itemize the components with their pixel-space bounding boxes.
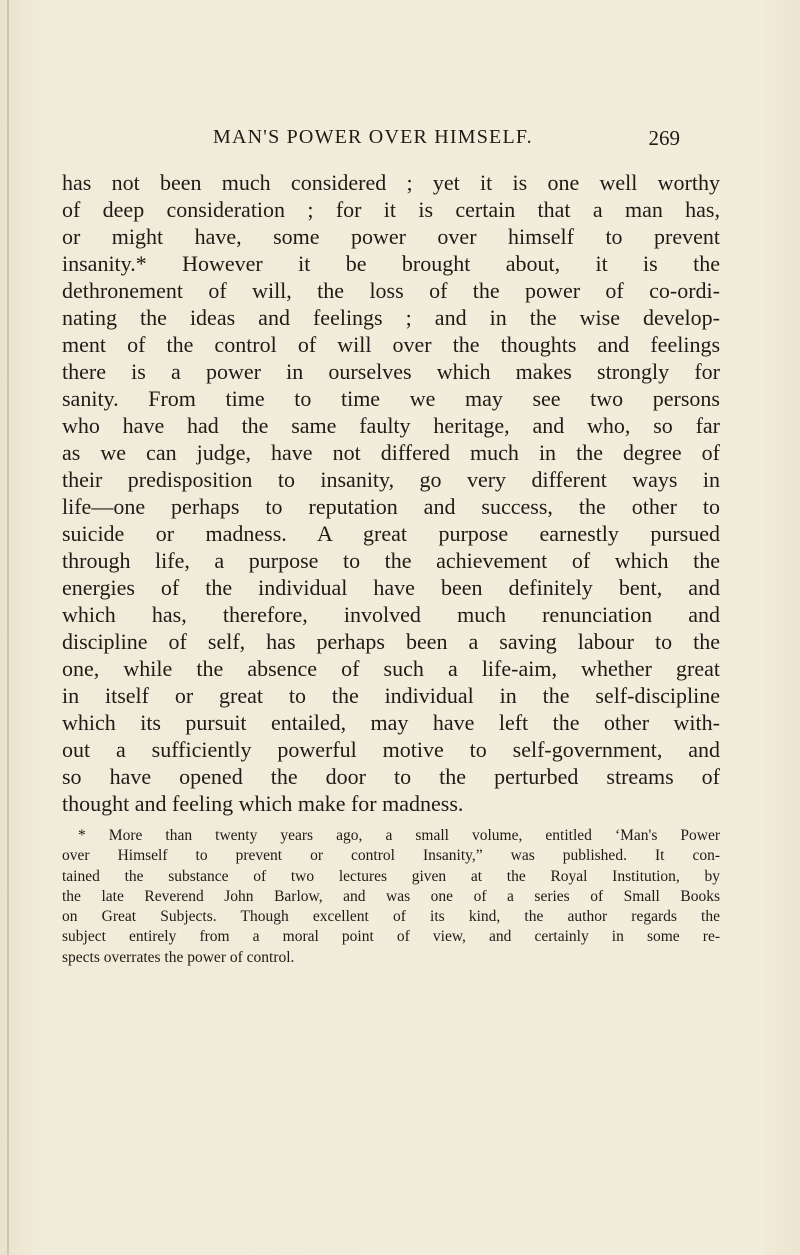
text-line: life—one perhaps to reputation and success, the other to [62, 494, 720, 519]
footnote-line: tained the substance of two lectures given at the Royal Institution, by [62, 867, 720, 885]
text-line: out a sufficiently powerful motive to self-government, and [62, 737, 720, 762]
text-line: energies of the individual have been definitely bent, and [62, 575, 720, 600]
page-edge-shadow [7, 0, 9, 1255]
text-line: has not been much considered ; yet it is one well worthy [62, 170, 720, 195]
footnote-line: over Himself to prevent or control Insanity,” was published. It con- [62, 847, 720, 865]
text-line: suicide or madness. A great purpose earnestly pursued [62, 521, 720, 546]
page-number: 269 [648, 126, 680, 150]
footnote-line: spects overrates the power of control. [62, 948, 295, 966]
page-header [120, 126, 680, 156]
text-line: their predisposition to insanity, go very different ways in [62, 467, 720, 492]
footnote-line: * More than twenty years ago, a small volume, entitled ‘Man's Power [78, 827, 720, 844]
footnote [62, 826, 720, 968]
footnote-line: the late Reverend John Barlow, and was one of a series of Small Books [62, 887, 720, 905]
text-line: of deep consideration ; for it is certain that a man has, [62, 197, 720, 222]
text-line: or might have, some power over himself to prevent [62, 224, 720, 249]
text-line: sanity. From time to time we may see two persons [62, 386, 720, 411]
text-line: thought and feeling which make for madness. [62, 791, 464, 816]
text-line: so have opened the door to the perturbed streams of [62, 764, 720, 789]
footnote-line: subject entirely from a moral point of view, and certainly in some re- [62, 928, 720, 946]
text-line: ment of the control of will over the thoughts and feelings [62, 332, 720, 357]
text-line: in itself or great to the individual in the self-discipline [62, 683, 720, 708]
text-line: which its pursuit entailed, may have left the other with- [62, 710, 720, 735]
body-paragraph [62, 169, 720, 817]
text-line: one, while the absence of such a life-aim, whether great [62, 656, 720, 681]
text-line: dethronement of will, the loss of the power of co-ordi- [62, 278, 720, 303]
text-line: discipline of self, has perhaps been a saving labour to the [62, 629, 720, 654]
text-line: nating the ideas and feelings ; and in the wise develop- [62, 305, 720, 330]
footnote-line: on Great Subjects. Though excellent of its kind, the author regards the [62, 908, 720, 926]
running-head: MAN'S POWER OVER HIMSELF. [213, 126, 533, 148]
text-line: there is a power in ourselves which makes strongly for [62, 359, 720, 384]
text-line: insanity.* However it be brought about, it is the [62, 251, 720, 276]
text-line: who have had the same faulty heritage, and who, so far [62, 413, 720, 438]
text-line: as we can judge, have not differed much in the degree of [62, 440, 720, 465]
text-line: which has, therefore, involved much renunciation and [62, 602, 720, 627]
text-line: through life, a purpose to the achievement of which the [62, 548, 720, 573]
